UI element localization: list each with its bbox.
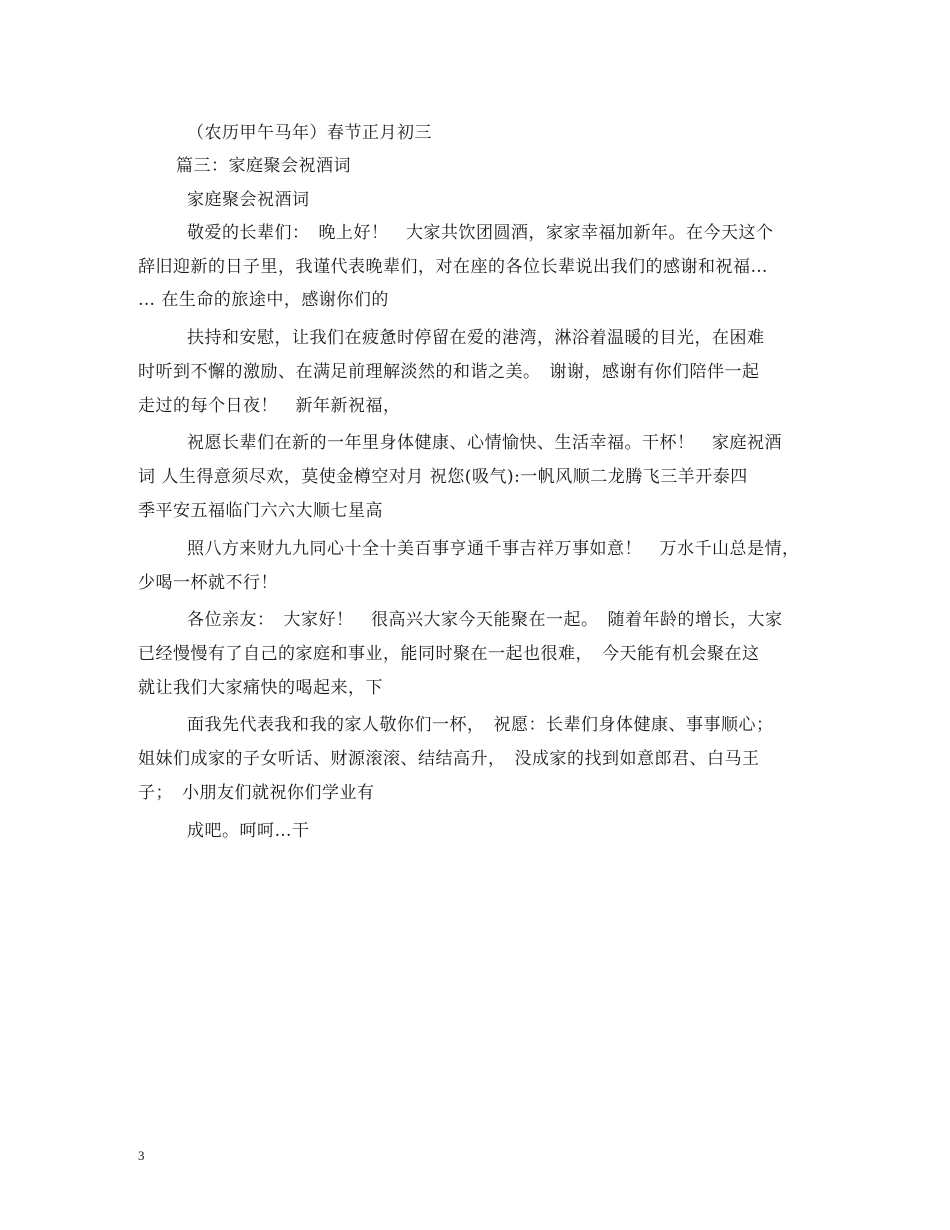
text-line: 就让我们大家痛快的喝起来，下 bbox=[138, 678, 383, 698]
text-line: 面我先代表我和我的家人敬你们一杯， 祝愿：长辈们身体健康、事事顺心； bbox=[187, 715, 774, 735]
text-line: （农历甲午马年）春节正月初三 bbox=[187, 123, 432, 143]
text-line: 成吧。呵呵…干 bbox=[187, 821, 310, 841]
text-line: 子； 小朋友们就祝你们学业有 bbox=[138, 783, 375, 803]
section-heading: 篇三：家庭聚会祝酒词 bbox=[176, 156, 351, 176]
text-line: … 在生命的旅途中，感谢你们的 bbox=[138, 290, 389, 310]
text-line: 扶持和安慰，让我们在疲惫时停留在爱的港湾，淋浴着温暖的目光，在困难 bbox=[187, 328, 765, 348]
text-line: 辞旧迎新的日子里，我谨代表晚辈们，对在座的各位长辈说出我们的感谢和祝福… bbox=[138, 257, 768, 277]
text-line: 敬爱的长辈们： 晚上好！ 大家共饮团圆酒，家家幸福加新年。在今天这个 bbox=[187, 223, 774, 243]
text-line: 照八方来财九九同心十全十美百事亨通千事吉祥万事如意！ 万水千山总是情， bbox=[187, 539, 800, 559]
text-line: 各位亲友： 大家好！ 很高兴大家今天能聚在一起。 随着年龄的增长，大家 bbox=[187, 610, 783, 630]
text-line: 词 人生得意须尽欢，莫使金樽空对月 祝您(吸气):一帆风顺二龙腾飞三羊开泰四 bbox=[138, 467, 748, 487]
text-line: 时听到不懈的激励、在满足前理解淡然的和谐之美。 谢谢，感谢有你们陪伴一起 bbox=[138, 362, 760, 382]
text-line: 已经慢慢有了自己的家庭和事业，能同时聚在一起也很难， 今天能有机会聚在这 bbox=[138, 644, 760, 664]
text-line: 祝愿长辈们在新的一年里身体健康、心情愉快、生活幸福。干杯！ 家庭祝酒 bbox=[187, 433, 782, 453]
text-line: 姐妹们成家的子女听话、财源滚滚、结结高升， 没成家的找到如意郎君、白马王 bbox=[138, 749, 760, 769]
page-number: 3 bbox=[138, 1148, 145, 1163]
document-title: 家庭聚会祝酒词 bbox=[187, 190, 310, 210]
text-line: 少喝一杯就不行！ bbox=[138, 573, 278, 593]
text-line: 季平安五福临门六六大顺七星高 bbox=[138, 501, 383, 521]
text-line: 走过的每个日夜！ 新年新祝福， bbox=[138, 396, 401, 416]
